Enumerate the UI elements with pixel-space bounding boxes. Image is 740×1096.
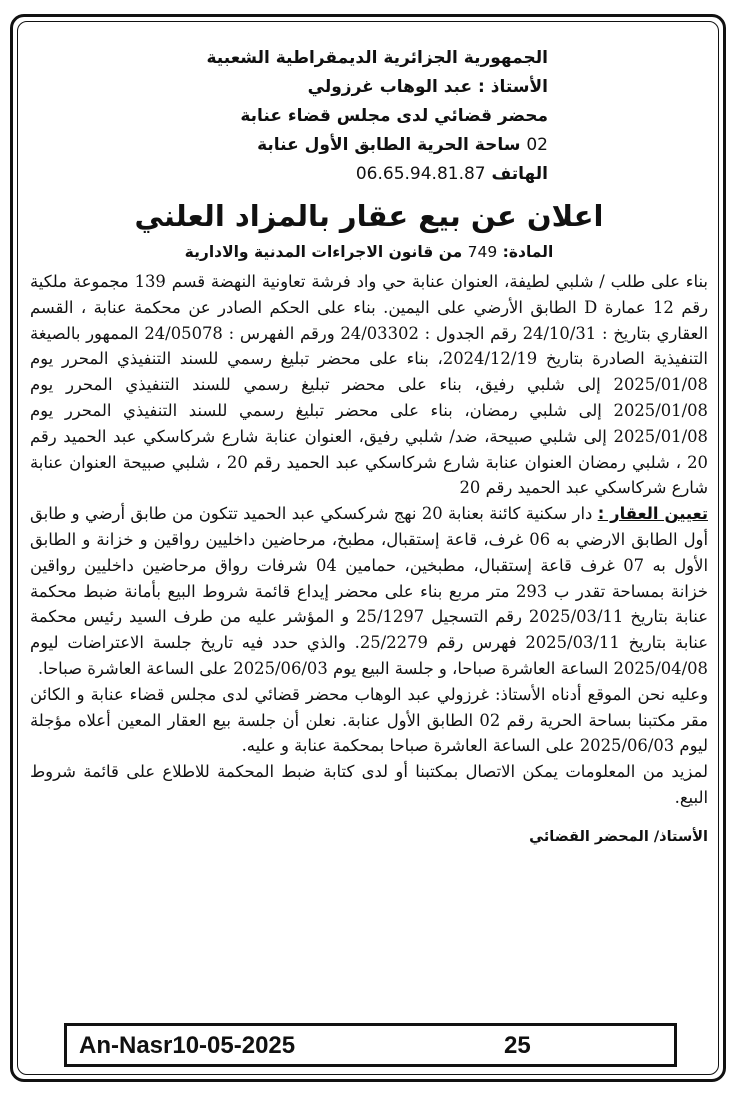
paragraph-request: بناء على طلب / شلبي لطيفة، العنوان عنابة حي واد فرشة تعاونية النهضة قسم 139 مجموعة ملكية رقم 12 عمارة D الطابق الأرضي على اليمين. بناء على الحكم الصادر عن محكمة عنابة ، القسم العقاري بتاريخ : 24/10/31 رقم الجدول : 24/03302 ورقم الفهرس : 24/05078 الممهور بالصيغة التنفيذية الصادرة بتاريخ 2024/12/19، بناء على محضر تبليغ رسمي للسند التنفيذي المحرر يوم 2025/01/08 إلى شلبي رفيق، بناء على محضر تبليغ رسمي للسند التنفيذي المحرر يوم 2025/01/08 إلى شلبي رمضان، بناء على محضر تبليغ رسمي للسند التنفيذي المحرر يوم 2025/01/08 إلى شلبي صبيحة، ضد/ شلبي رفيق، العنوان عنابة شارع شركاسكي عبد الحميد رقم 20 ، شلبي رمضان العنوان عنابة شارع شركاسكي عبد الحميد رقم 20 ، شلبي صبيحة العنوان عنابة شارع شركاسكي عبد الحميد رقم 20 [30,272,709,498]
header-bailiff-name: الأستاذ : عبد الوهاب غرزولي [307,77,548,97]
footer-bar [64,1023,677,1067]
article-text: من قانون الاجراءات المدنية والادارية [184,243,463,261]
paragraph-property [30,501,708,682]
header-address-number: 02 [526,135,548,155]
property-label: تعيين العقار : [597,504,708,524]
header-address-text: ساحة الحرية الطابق الأول عنابة [257,135,521,155]
paragraph-contact: لمزيد من المعلومات يمكن الاتصال بمكتبنا أو لدى كتابة ضبط المحكمة للاطلاع على قائمة شروط البيع. [30,762,708,807]
announcement [30,44,708,845]
phone-number: 06.65.94.81.87 [355,164,486,184]
legal-article [30,237,708,267]
page-number: 25 [504,1032,531,1059]
article-label: المادة: [502,243,554,261]
header-phone [30,160,548,189]
header-republic: الجمهورية الجزائرية الديمقراطية الشعبية [206,48,548,68]
signature: الأستاذ/ المحضر القضائي [529,828,708,845]
publication-date: An-Nasr10-05-2025 [79,1032,296,1059]
property-text: دار سكنية كائنة بعنابة 20 نهج شركسكي عبد الحميد تتكون من طابق أرضي و طابق أول الطابق الارضي به 06 غرف، قاعة إستقبال، مطبخ، مرحاضين داخليين رواقين و خزانة و الطابق الأول به 07 غرف قاعة إستقبال، مطبخين، حمامين 04 شرفات رواق مرحاضين داخليين رواقين خزانة بمساحة تقدر ب 293 متر مربع بناء على محضر إيداع قائمة شروط البيع بأمانة ضبط محكمة عنابة بتاريخ 2025/03/11 رقم التسجيل 25/1297 و المؤشر عليه من طرف السيد رئيس محكمة عنابة بتاريخ 2025/03/11 فهرس رقم 25/2279. والذي حدد فيه تاريخ جلسة الاعتراضات ليوم 2025/04/08 الساعة العاشرة صباحا، و جلسة البيع يوم 2025/06/03 على الساعة العاشرة صباحا. [30,504,709,678]
article-number: 749 [467,243,498,261]
paragraph-postponement: وعليه نحن الموقع أدناه الأستاذ: غرزولي عبد الوهاب محضر قضائي لدى مجلس قضاء عنابة و الكائن مقر مكتبنا بساحة الحرية رقم 02 الطابق الأول عنابة. نعلن أن جلسة بيع العقار المعين أعلاه مؤجلة ليوم 2025/06/03 على الساعة العاشرة صباحا بمحكمة عنابة و عليه. [30,684,708,756]
header-bailiff-role: محضر قضائي لدى مجلس قضاء عنابة [240,106,548,126]
phone-label: الهاتف [491,164,548,184]
announcement-title: اعلان عن بيع عقار بالمزاد العلني [134,199,604,233]
header-address [30,131,548,160]
